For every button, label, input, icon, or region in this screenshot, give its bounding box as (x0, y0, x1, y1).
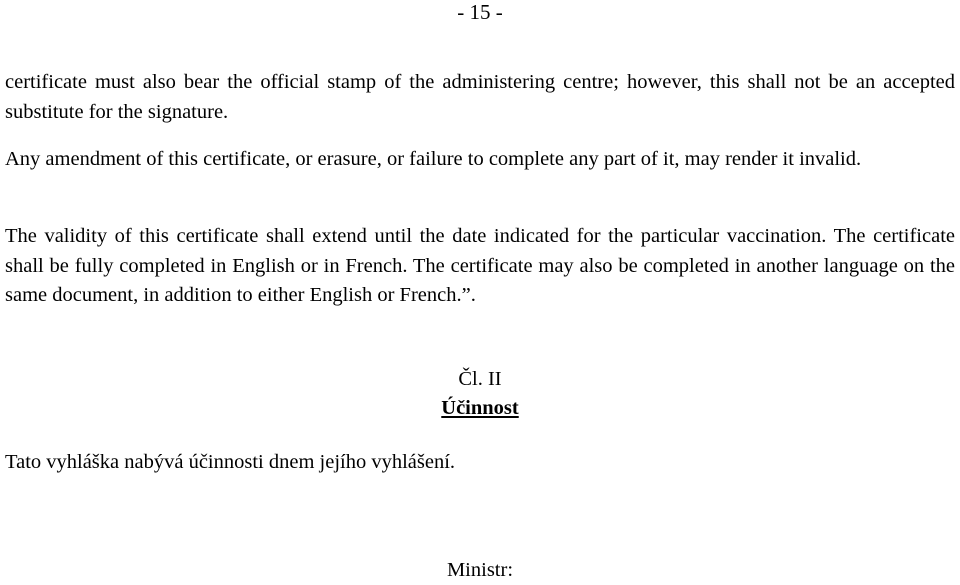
page-number: - 15 - (457, 0, 503, 24)
paragraph-validity: The validity of this certificate shall extend until the date indicated for the particular vaccination. The certificate shall be fully completed in English or in French. The certificate may also be completed in another language on the same document, in addition to either English or French.”. (5, 225, 955, 306)
paragraph-amendment: Any amendment of this certificate, or erasure, or failure to complete any part of it, may render it invalid. (5, 148, 862, 170)
paragraph-stamp-requirement: certificate must also bear the official stamp of the administering centre; however, this shall not be an accepted substitute for the signature. (5, 71, 955, 123)
article-title: Účinnost (441, 397, 519, 419)
signature-label: Ministr: (446, 559, 514, 581)
article-number: Čl. II (458, 368, 502, 390)
paragraph-effectiveness: Tato vyhláška nabývá účinnosti dnem jejího vyhlášení. (5, 451, 456, 473)
